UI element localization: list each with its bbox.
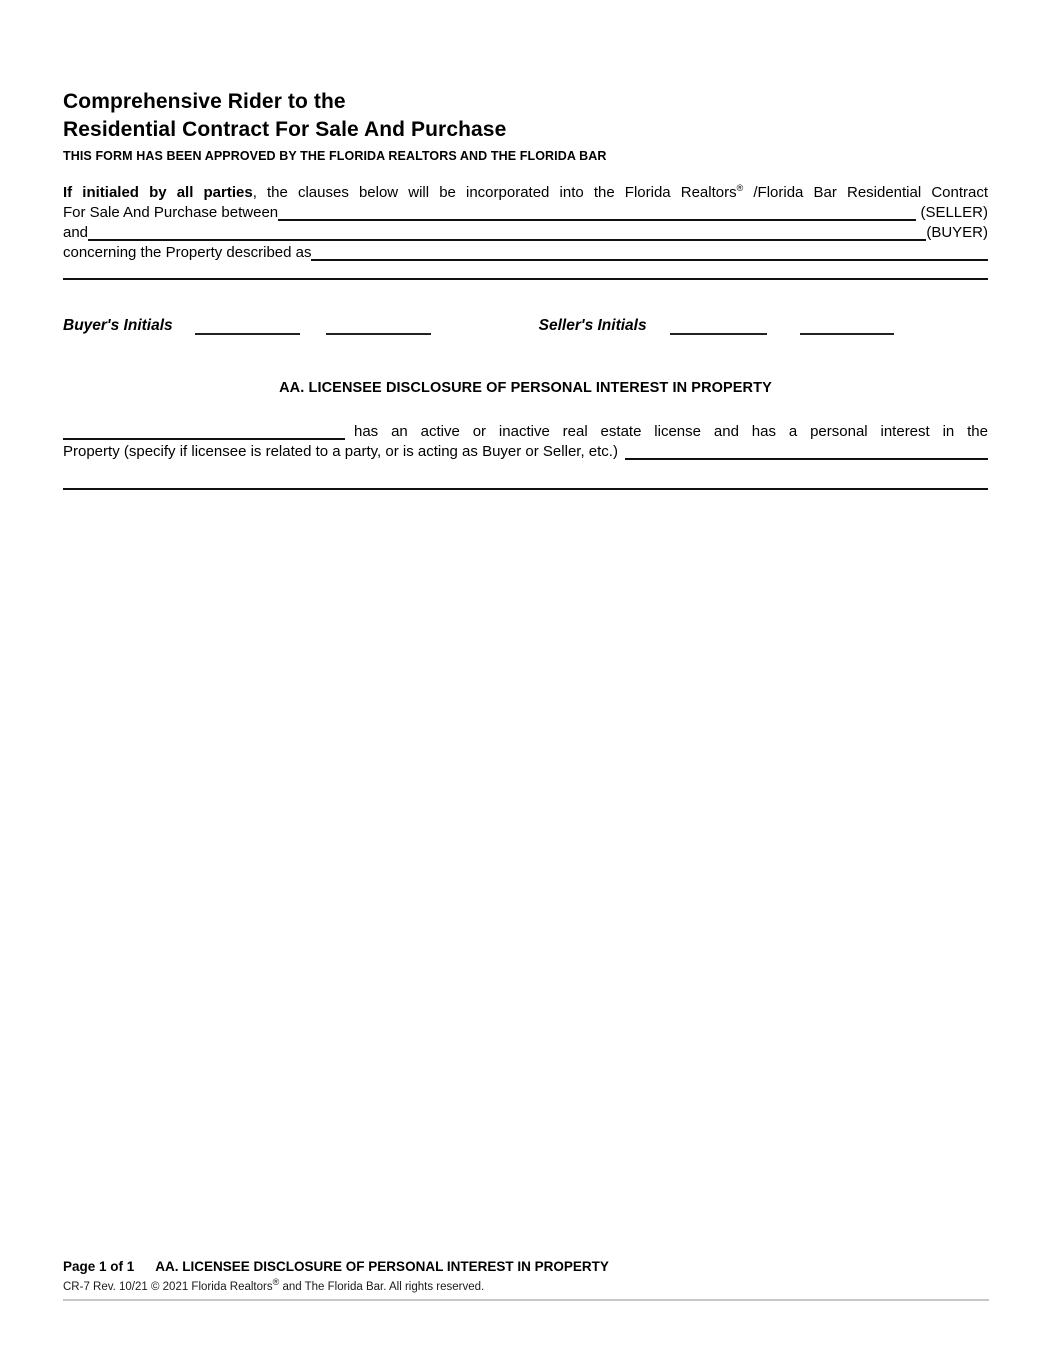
interest-line — [63, 442, 988, 462]
footer-copyright-pre: CR-7 Rev. 10/21 © 2021 Florida Realtors — [63, 1281, 273, 1293]
seller-initials-field-2[interactable] — [800, 317, 894, 335]
approval-note: THIS FORM HAS BEEN APPROVED BY THE FLORIDA REALTORS AND THE FLORIDA BAR — [63, 149, 607, 163]
intro-line1 — [63, 183, 988, 203]
property-line-label: concerning the Property described as — [63, 244, 312, 261]
buyer-line — [63, 223, 988, 243]
intro-paragraph — [63, 183, 988, 280]
intro-bold-lead: If initialed by all parties — [63, 184, 253, 201]
personal-interest-field[interactable] — [625, 442, 988, 460]
footer-copyright-post: and The Florida Bar. All rights reserved. — [279, 1281, 485, 1293]
footer-divider — [63, 1299, 989, 1301]
initials-row — [63, 316, 988, 336]
seller-line-label: For Sale And Purchase between — [63, 204, 279, 221]
licensee-name-field[interactable] — [63, 422, 345, 440]
footer-section-ref: AA. LICENSEE DISCLOSURE OF PERSONAL INTEREST IN PROPERTY — [155, 1259, 609, 1274]
form-title-line1: Comprehensive Rider to the — [63, 90, 346, 113]
seller-name-field[interactable] — [278, 203, 916, 221]
footer-line1 — [63, 1258, 989, 1276]
property-description-field[interactable] — [311, 243, 988, 261]
buyer-name-field[interactable] — [88, 223, 926, 241]
intro-line1-mid: , the clauses below will be incorporated into the Florida Realtors — [252, 184, 737, 201]
licensee-line — [63, 422, 988, 442]
personal-interest-continuation-field[interactable] — [63, 488, 988, 490]
section-body — [63, 422, 988, 490]
page-footer — [63, 1258, 989, 1301]
page-number: Page 1 of 1 — [63, 1259, 135, 1274]
buyer-line-label: and — [63, 224, 89, 241]
form-content — [63, 0, 988, 490]
intro-line1-end: /Florida Bar Residential Contract — [743, 184, 989, 201]
property-line — [63, 243, 988, 263]
buyer-initials-field-2[interactable] — [326, 317, 431, 335]
licensee-line-text: has an active or inactive real estate license and has a personal interest in the — [354, 423, 988, 440]
seller-initials-field-1[interactable] — [670, 317, 767, 335]
sellers-initials-label: Seller's Initials — [538, 317, 647, 334]
buyer-initials-field-1[interactable] — [195, 317, 300, 335]
buyer-suffix: (BUYER) — [926, 224, 988, 241]
section-heading: AA. LICENSEE DISCLOSURE OF PERSONAL INTEREST IN PROPERTY — [279, 380, 772, 396]
form-title-line2: Residential Contract For Sale And Purchase — [63, 118, 507, 141]
footer-copyright — [63, 1277, 989, 1295]
interest-line-text: Property (specify if licensee is related to a party, or is acting as Buyer or Seller, etc.) — [63, 443, 618, 460]
buyers-initials-label: Buyer's Initials — [63, 317, 173, 334]
registered-trademark-icon: ® — [736, 183, 744, 193]
property-description-continuation-field[interactable] — [63, 278, 988, 280]
seller-suffix: (SELLER) — [916, 204, 988, 221]
form-title — [63, 88, 988, 144]
registered-trademark-icon: ® — [272, 1277, 280, 1288]
seller-line — [63, 203, 988, 223]
